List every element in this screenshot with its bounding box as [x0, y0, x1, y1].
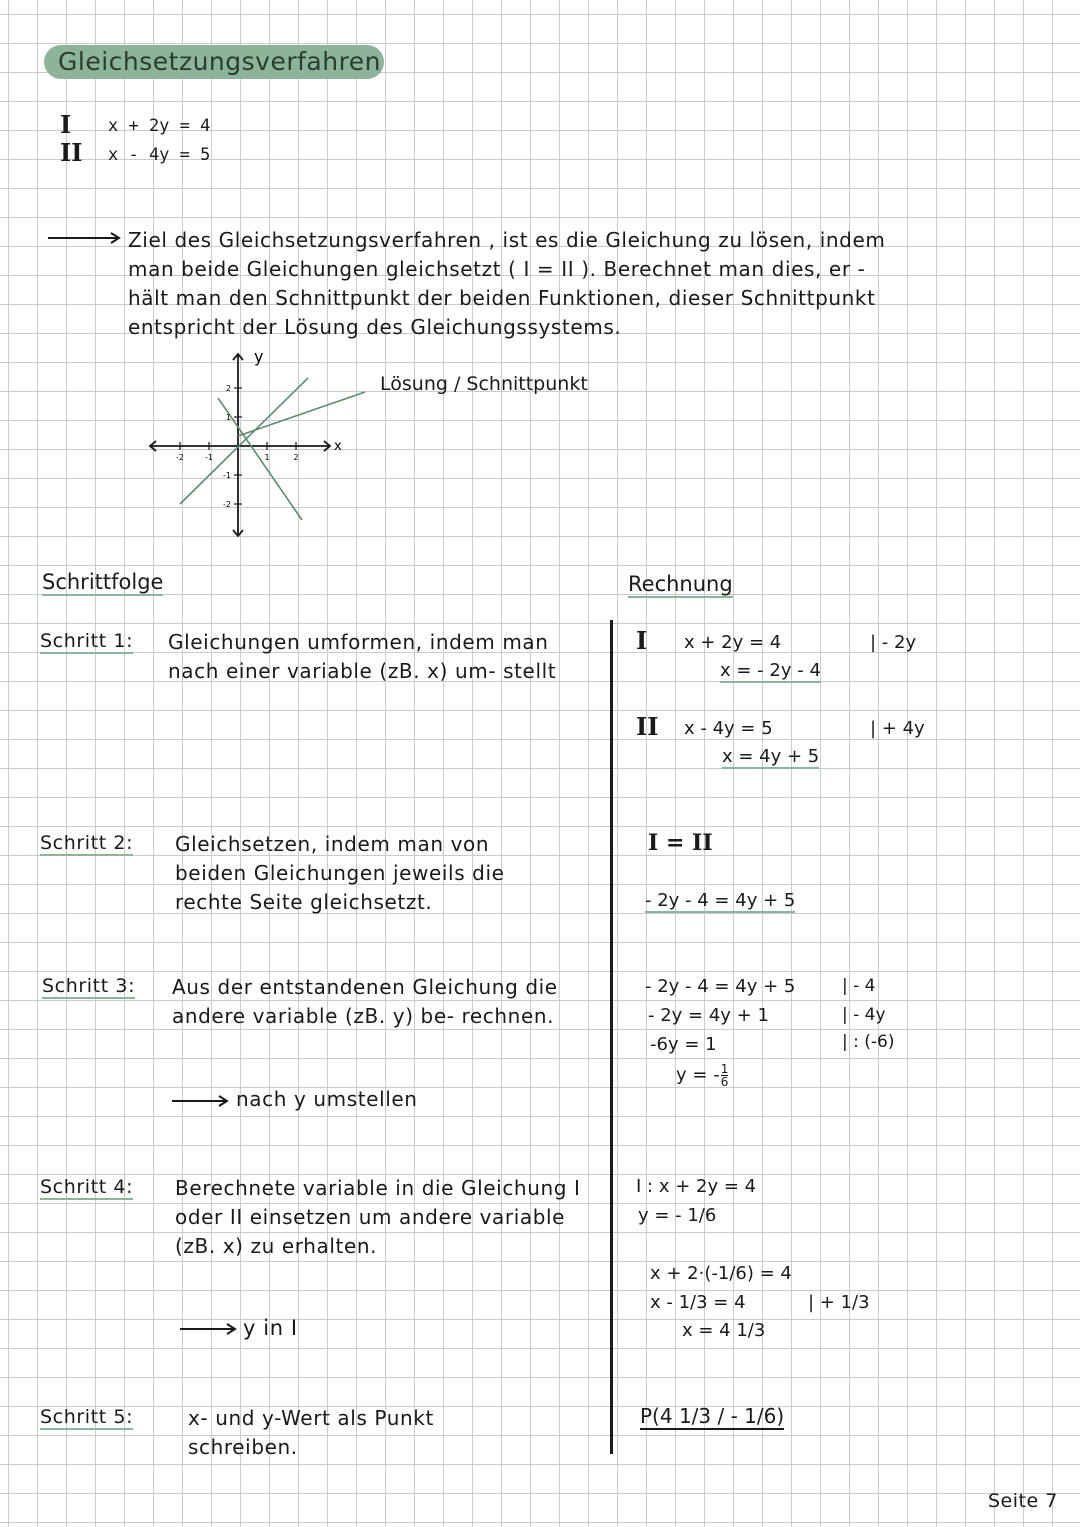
y-tick: 2 — [225, 384, 231, 393]
calc-s1-label-II: II — [636, 712, 659, 741]
step-4-text: Berechnete variable in die Gleichung I oder II einsetzen um andere variable (zB. x) zu erhalten. — [175, 1176, 581, 1258]
step-5-label: Schritt 5: — [40, 1406, 134, 1428]
calc-s3-line4-left: y = — [676, 1064, 708, 1086]
calc-s1-label-I: I — [636, 626, 648, 655]
calc-s1-I-line1: x + 2y = 4 — [684, 632, 782, 653]
calc-s1-I-op: | - 2y — [870, 632, 917, 653]
y-axis-label: y — [254, 347, 264, 366]
x-tick: 1 — [264, 453, 270, 462]
eq2: x - 4y = 5 — [108, 145, 211, 165]
step-4-note: y in I — [243, 1316, 298, 1340]
goal-line-3: hält man den Schnittpunkt der beiden Funktionen, dieser Schnittpunkt — [128, 286, 876, 310]
goal-line-2: man beide Gleichungen gleichsetzt ( I = II ). Berechnet man dies, er - — [128, 257, 866, 281]
steps-heading: Schrittfolge — [42, 570, 164, 594]
calc-s4-line3: x + 2·(-1/6) = 4 — [650, 1263, 792, 1284]
step-3-note: nach y umstellen — [236, 1087, 418, 1111]
solution-point: P(4 1/3 / - 1/6) — [640, 1404, 785, 1428]
eq2-label: II — [60, 138, 83, 167]
calc-s3-op2: | - 4y — [842, 1005, 886, 1025]
line-1 — [180, 378, 308, 504]
calc-s3-line4: y = - $\frac{1}{6}$ — [676, 1062, 729, 1089]
calc-s1-II-line1: x - 4y = 5 — [684, 718, 773, 739]
calc-s2-line1: I = II — [648, 830, 713, 856]
step-4-label: Schritt 4: — [40, 1176, 134, 1198]
graph-sketch — [140, 340, 640, 540]
arrow-icon — [180, 1322, 240, 1336]
page-number: Seite 7 — [988, 1490, 1058, 1512]
calc-s1-I-line2: x = - 2y - 4 — [720, 660, 821, 681]
calc-s3-line1: - 2y - 4 = 4y + 5 — [645, 976, 796, 997]
calc-s4-line1: I : x + 2y = 4 — [636, 1176, 757, 1197]
eq1: x + 2y = 4 — [108, 116, 211, 136]
step-1-label: Schritt 1: — [40, 630, 134, 652]
page-title: Gleichsetzungsverfahren — [44, 45, 384, 79]
calc-s2-line2: - 2y - 4 = 4y + 5 — [645, 890, 796, 911]
calc-heading: Rechnung — [628, 572, 733, 596]
calc-s1-II-line2: x = 4y + 5 — [722, 746, 820, 767]
y-tick: 1 — [225, 413, 231, 422]
step-5-text: x- und y-Wert als Punkt schreiben. — [188, 1406, 434, 1459]
goal-line-1: Ziel des Gleichsetzungsverfahren , ist es die Gleichung zu lösen, indem — [128, 228, 886, 252]
x-tick: 2 — [293, 453, 299, 462]
goal-line-4: entspricht der Lösung des Gleichungssystems. — [128, 315, 622, 339]
step-1-text: Gleichungen umformen, indem man nach einer variable (zB. x) um- stellt — [168, 630, 557, 683]
calc-s1-II-op: | + 4y — [870, 718, 925, 739]
calc-s3-line2: - 2y = 4y + 1 — [648, 1005, 769, 1026]
calc-s4-line4: x - 1/3 = 4 — [650, 1292, 746, 1313]
arrow-icon — [48, 230, 124, 246]
calc-s3-op1: | - 4 — [842, 976, 876, 996]
x-tick: -1 — [205, 453, 213, 462]
y-tick: -2 — [223, 500, 231, 509]
x-axis-label: x — [334, 439, 342, 454]
step-3-label: Schritt 3: — [42, 975, 136, 997]
arrow-icon — [172, 1094, 232, 1108]
step-3-text: Aus der entstandenen Gleichung die andere variable (zB. y) be- rechnen. — [172, 975, 558, 1028]
pointer-line — [238, 392, 365, 436]
fraction: $\frac{1}{6}$ — [720, 1062, 729, 1089]
column-divider — [610, 620, 613, 1454]
eq1-label: I — [60, 110, 72, 139]
y-tick: -1 — [223, 471, 231, 480]
step-2-text: Gleichsetzen, indem man von beiden Gleichungen jeweils die rechte Seite gleichsetzt. — [175, 832, 505, 914]
calc-s4-line5: x = 4 1/3 — [682, 1320, 766, 1341]
solution-annotation: Lösung / Schnittpunkt — [380, 373, 588, 395]
x-tick: -2 — [176, 453, 184, 462]
calc-s4-line2: y = - 1/6 — [638, 1205, 717, 1226]
calc-s4-op: | + 1/3 — [808, 1292, 870, 1313]
calc-s3-line3: -6y = 1 — [650, 1034, 717, 1055]
calc-s3-op3: | : (-6) — [842, 1032, 895, 1052]
step-2-label: Schritt 2: — [40, 832, 134, 854]
